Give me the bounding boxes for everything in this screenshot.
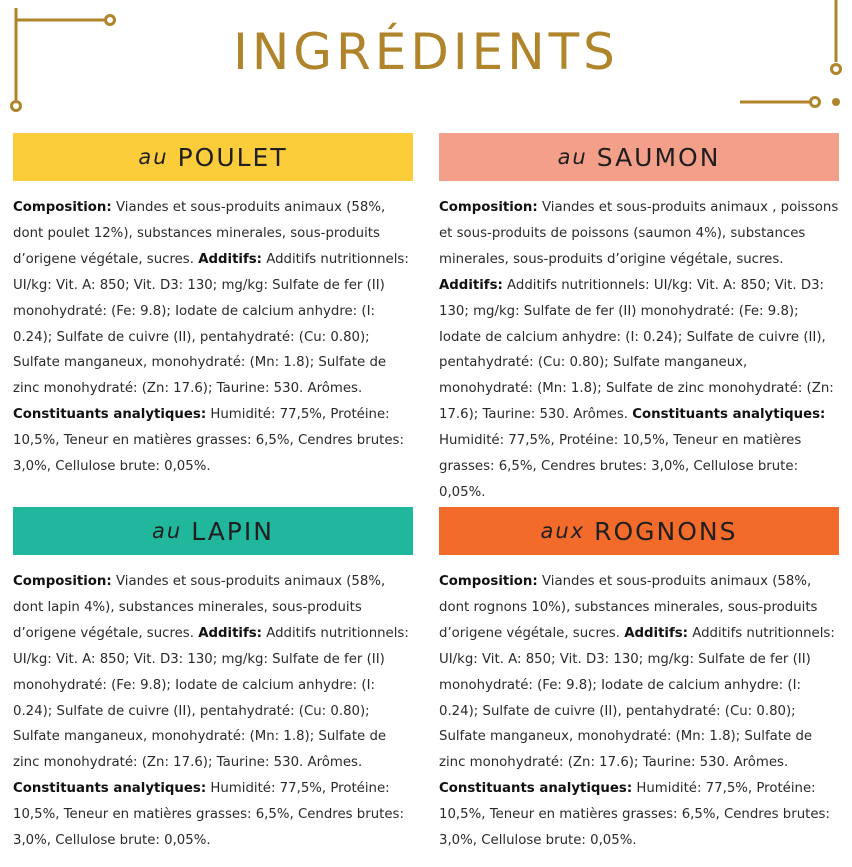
card-poulet — [13, 133, 413, 493]
banner-prefix: aux — [540, 519, 586, 543]
additifs-label: Additifs: — [624, 625, 689, 641]
additifs-text: Additifs nutritionnels: UI/kg: Vit. A: 850; Vit. D3: 130; mg/kg: Sulfate de fer (II) monohydraté: (Fe: 9.8); Iodate de calcium anhydre: (I: 0.24); Sulfate de cuivre (II), pentahydraté: (Cu: 0.80); Sulfate manganeux, monohydraté: (Mn: 1.8); Sulfate de zinc monohydraté: (Zn: 17.6); Taurine: 530. Arômes. — [439, 277, 834, 423]
card-lapin — [13, 507, 413, 867]
composition-label: Composition: — [13, 574, 112, 589]
banner-name: LAPIN — [191, 516, 274, 546]
card-rognons — [439, 507, 839, 867]
ingredients-text — [439, 195, 839, 506]
composition-label: Composition: — [439, 574, 538, 589]
additifs-text: Additifs nutritionnels: UI/kg: Vit. A: 850; Vit. D3: 130; mg/kg: Sulfate de fer (II) monohydraté: (Fe: 9.8); Iodate de calcium anhydre: (I: 0.24); Sulfate de cuivre (II), pentahydraté: (Cu: 0.80); Sulfate manganeux, monohydraté: (Mn: 1.8); Sulfate de zinc monohydraté: (Zn: 17.6); Taurine: 530. Arômes. — [13, 251, 409, 397]
composition-text: Viandes et sous-produits animaux , poissons et sous-produits de poissons (saumon 4%), substances minerales, sous-produits d’origine végétale, sucres. — [439, 200, 839, 267]
composition-text: Viandes et sous-produits animaux (58%, dont poulet 12%), substances minerales, sous-produits d’origene végétale, sucres. — [13, 200, 386, 267]
constituants-label: Constituants analytiques: — [13, 781, 207, 797]
constituants-label: Constituants analytiques: — [13, 407, 207, 423]
constituants-text: Humidité: 77,5%, Protéine: 10,5%, Teneur en matières grasses: 6,5%, Cendres brutes: 3,0%, Cellulose brute: 0,05%. — [439, 781, 830, 849]
page-title: INGRÉDIENTS — [233, 23, 619, 81]
ingredients-text — [13, 569, 413, 854]
composition-text: Viandes et sous-produits animaux (58%, dont rognons 10%), substances minerales, sous-produits d’origene végétale, sucres. — [439, 574, 818, 641]
constituants-label: Constituants analytiques: — [632, 407, 826, 423]
additifs-text: Additifs nutritionnels: UI/kg: Vit. A: 850; Vit. D3: 130; mg/kg: Sulfate de fer (II) monohydraté: (Fe: 9.8); Iodate de calcium anhydre: (I: 0.24); Sulfate de cuivre (II), pentahydraté: (Cu: 0.80); Sulfate manganeux, monohydraté: (Mn: 1.8); Sulfate de zinc monohydraté: (Zn: 17.6); Taurine: 530. Arômes. — [13, 625, 409, 771]
banner-saumon — [439, 133, 839, 181]
banner-poulet — [13, 133, 413, 181]
banner-name: POULET — [177, 142, 288, 172]
additifs-label: Additifs: — [439, 277, 503, 293]
constituants-text: Humidité: 77,5%, Protéine: 10,5%, Teneur en matières grasses: 6,5%, Cendres brutes: 3,0%, Cellulose brute: 0,05%. — [13, 407, 404, 475]
additifs-label: Additifs: — [198, 251, 263, 267]
banner-name: SAUMON — [596, 142, 721, 172]
composition-label: Composition: — [13, 200, 112, 215]
composition-label: Composition: — [439, 200, 538, 215]
banner-prefix: au — [152, 519, 183, 543]
constituants-text: Humidité: 77,5%, Protéine: 10,5%, Teneur en matières grasses: 6,5%, Cendres brutes: 3,0%, Cellulose brute: 0,05%. — [439, 433, 802, 500]
banner-prefix: au — [557, 145, 588, 169]
card-saumon — [439, 133, 839, 519]
ingredients-text — [439, 569, 839, 854]
constituants-text: Humidité: 77,5%, Protéine: 10,5%, Teneur en matières grasses: 6,5%, Cendres brutes: 3,0%, Cellulose brute: 0,05%. — [13, 781, 404, 849]
banner-lapin — [13, 507, 413, 555]
additifs-text: Additifs nutritionnels: UI/kg: Vit. A: 850; Vit. D3: 130; mg/kg: Sulfate de fer (II) monohydraté: (Fe: 9.8); Iodate de calcium anhydre: (I: 0.24); Sulfate de cuivre (II), pentahydraté: (Cu: 0.80); Sulfate manganeux, monohydraté: (Mn: 1.8); Sulfate de zinc monohydraté: (Zn: 17.6); Taurine: 530. Arômes. — [439, 625, 835, 771]
banner-rognons — [439, 507, 839, 555]
additifs-label: Additifs: — [198, 625, 263, 641]
banner-name: ROGNONS — [594, 516, 738, 546]
constituants-label: Constituants analytiques: — [439, 781, 633, 797]
composition-text: Viandes et sous-produits animaux (58%, dont lapin 4%), substances minerales, sous-produits d’origene végétale, sucres. — [13, 574, 386, 641]
ingredients-text — [13, 195, 413, 480]
banner-prefix: au — [138, 145, 169, 169]
